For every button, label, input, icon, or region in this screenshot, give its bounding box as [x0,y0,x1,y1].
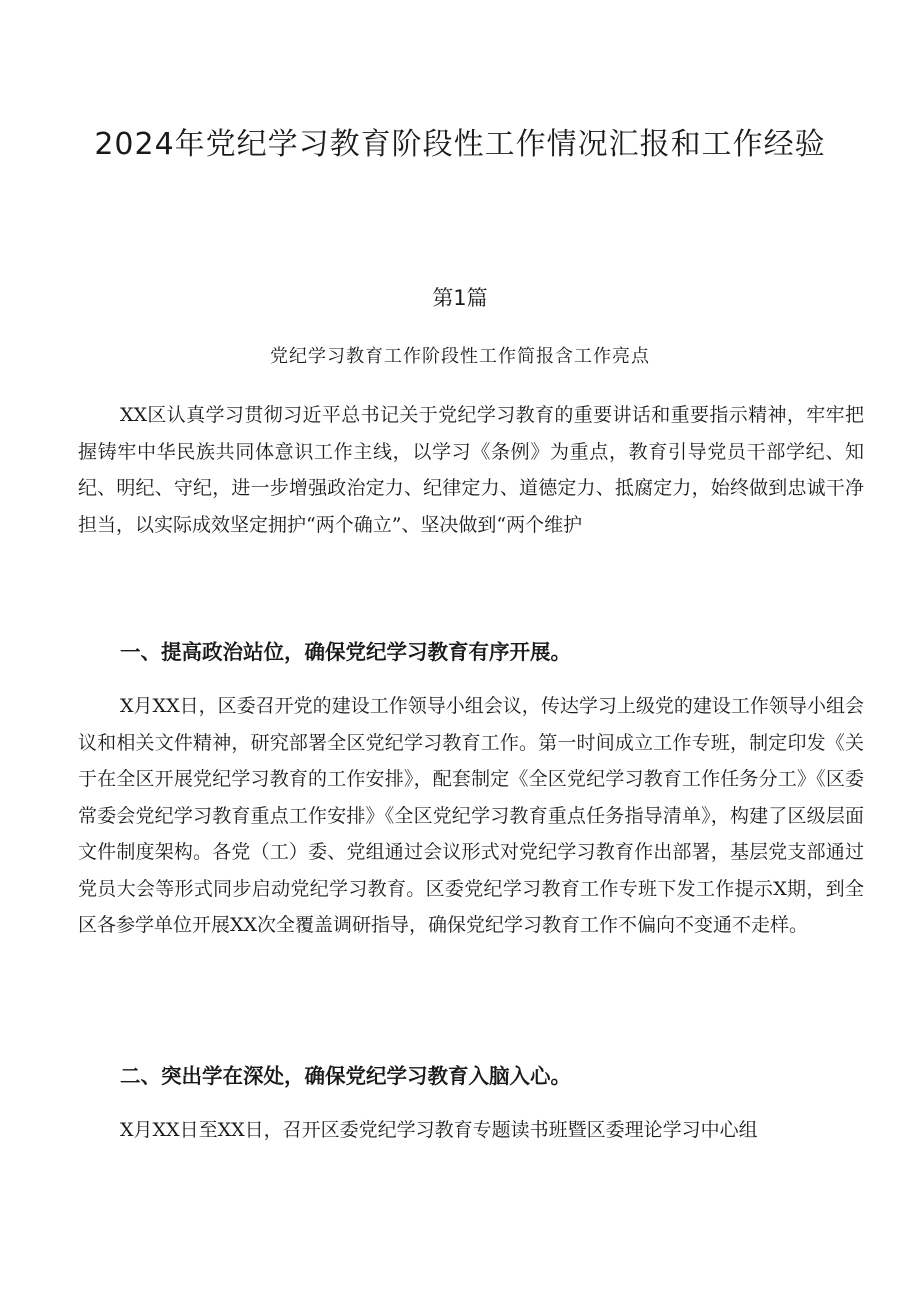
section-body-1: X月XX日，区委召开党的建设工作领导小组会议，传达学习上级党的建设工作领导小组会议和相关文件精神，研究部署全区党纪学习教育工作。第一时间成立工作专班，制定印发《关于在全区开展党纪学习教育的工作安排》，配套制定《全区党纪学习教育工作任务分工》《区委常委会党纪学习教育重点工作安排》《全区党纪学习教育重点任务指导清单》，构建了区级层面文件制度架构。各党（工）委、党组通过会议形式对党纪学习教育作出部署，基层党支部通过党员大会等形式同步启动党纪学习教育。区委党纪学习教育工作专班下发工作提示X期，到全区各参学单位开展XX次全覆盖调研指导，确保党纪学习教育工作不偏向不变通不走样。 [78,695,864,936]
intro-paragraph: XX区认真学习贯彻习近平总书记关于党纪学习教育的重要讲话和重要指示精神，牢牢把握铸牢中华民族共同体意识工作主线，以学习《条例》为重点，教育引导党员干部学纪、知纪、明纪、守纪，进一步增强政治定力、纪律定力、道德定力、抵腐定力，始终做到忠诚干净担当，以实际成效坚定拥护“两个确立”、坚决做到“两个维护 [78,404,864,536]
document-subtitle: 党纪学习教育工作阶段性工作简报含工作亮点 [270,346,650,367]
section-heading-2: 二、突出学在深处，确保党纪学习教育入脑入心。 [120,1064,571,1088]
section-body-2: X月XX日至XX日，召开区委党纪学习教育专题读书班暨区委理论学习中心组 [120,1119,758,1141]
document-title: 2024年党纪学习教育阶段性工作情况汇报和工作经验 [94,127,826,162]
section-heading-1: 一、提高政治站位，确保党纪学习教育有序开展。 [120,640,571,664]
part-label: 第1篇 [432,286,488,310]
